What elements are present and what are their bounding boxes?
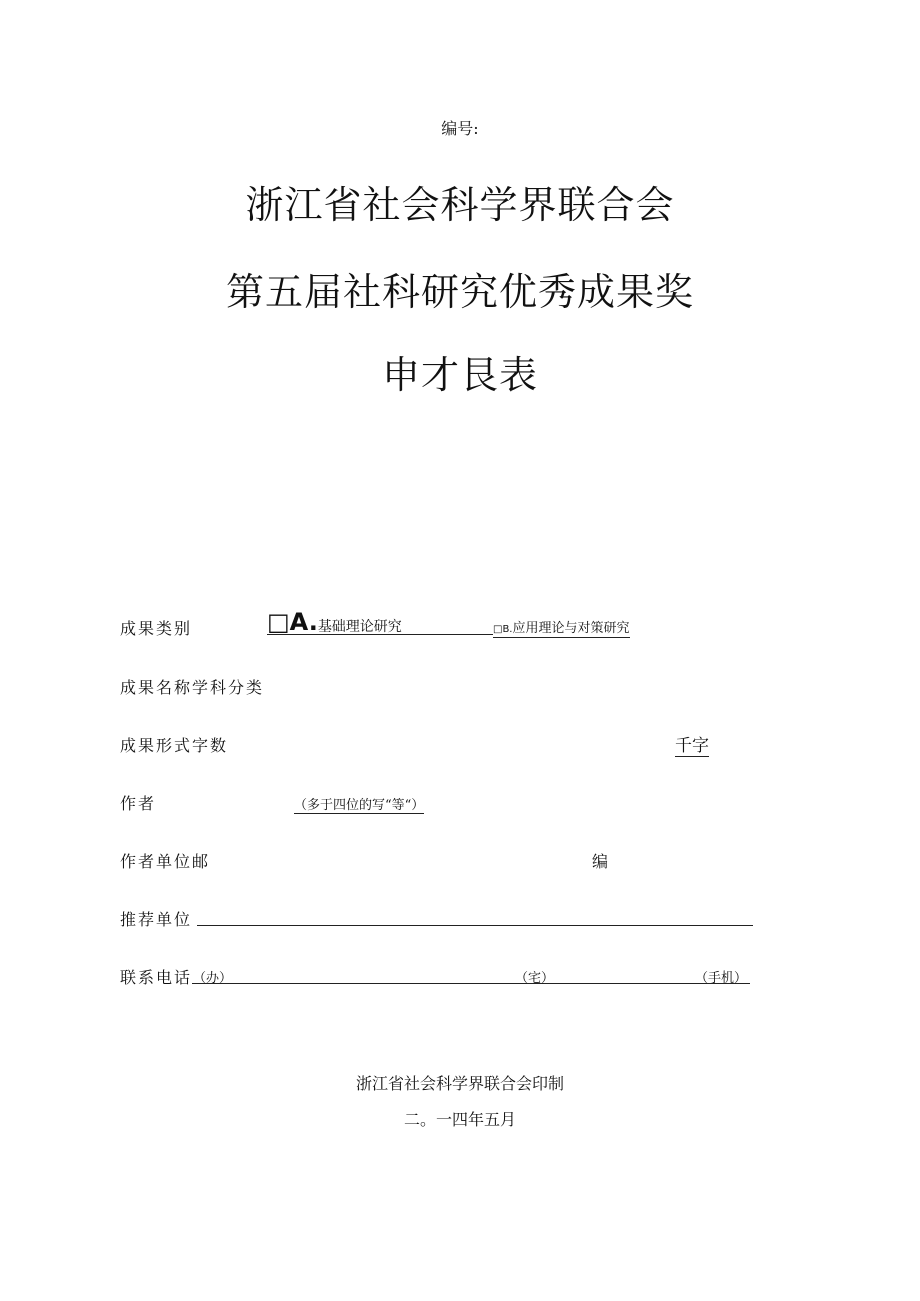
achievement-name-label: 成果名称学科分类: [120, 678, 265, 697]
recommender-label: 推荐单位: [120, 910, 193, 929]
phone-label: 联系电话: [120, 968, 193, 987]
title-organization: 浙江省社会科学界联合会: [245, 183, 675, 227]
checkbox-a[interactable]: □A.: [267, 608, 318, 636]
print-date: 二。一四年五月: [403, 1110, 516, 1129]
category-option-b[interactable]: [493, 617, 630, 638]
author-label: 作者: [120, 794, 157, 813]
option-b-text: 应用理论与对策研究: [512, 621, 630, 636]
phone-home-label: （宅）: [515, 971, 555, 986]
phone-mobile-label: （手机）: [695, 971, 748, 986]
phone-office-label: （办）: [193, 971, 233, 986]
thousand-words-unit: 千字: [675, 731, 709, 757]
category-option-a[interactable]: [267, 608, 493, 635]
title-award: 第五届社科研究优秀成果奖: [225, 270, 694, 314]
phone-input-line[interactable]: [192, 983, 750, 984]
printer-credit: 浙江省社会科学界联合会印制: [355, 1074, 564, 1093]
serial-number-label: 编号:: [441, 119, 479, 138]
title-form-name: 申才艮表: [381, 353, 538, 397]
author-note: （多于四位的写“等“）: [294, 794, 424, 814]
form-words-label: 成果形式字数: [120, 736, 229, 755]
checkbox-b[interactable]: □B.: [493, 624, 513, 635]
unit-postcode-label: 作者单位邮: [120, 852, 211, 871]
category-label: 成果类别: [120, 619, 193, 638]
postcode-suffix: 编: [592, 852, 609, 871]
option-a-text: 基础理论研究: [317, 619, 402, 635]
recommender-input-line[interactable]: [197, 925, 753, 926]
